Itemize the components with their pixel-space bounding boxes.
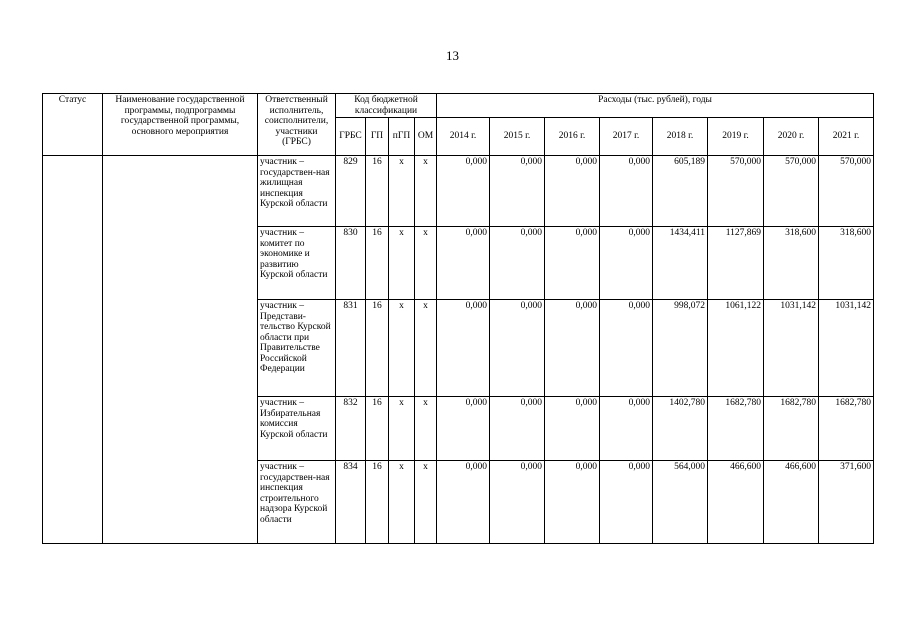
om-cell: х xyxy=(415,227,437,300)
value-cell: 0,000 xyxy=(490,300,545,397)
value-cell: 0,000 xyxy=(490,156,545,227)
header-year: 2018 г. xyxy=(653,118,708,156)
executor-cell: участник – Избирательная комиссия Курской области xyxy=(258,397,336,461)
value-cell: 466,600 xyxy=(764,461,819,544)
value-cell: 371,600 xyxy=(819,461,874,544)
value-cell: 0,000 xyxy=(600,300,653,397)
table-row xyxy=(43,156,874,227)
header-status: Статус xyxy=(43,94,103,156)
pgp-cell: х xyxy=(389,397,415,461)
executor-cell: участник – комитет по экономике и развитию Курской области xyxy=(258,227,336,300)
executor-cell: участник – государствен-ная жилищная инспекция Курской области xyxy=(258,156,336,227)
header-year: 2017 г. xyxy=(600,118,653,156)
value-cell: 0,000 xyxy=(545,397,600,461)
value-cell: 0,000 xyxy=(437,397,490,461)
pgp-cell: х xyxy=(389,227,415,300)
value-cell: 0,000 xyxy=(600,397,653,461)
grbs-cell: 831 xyxy=(336,300,366,397)
om-cell: х xyxy=(415,300,437,397)
value-cell: 0,000 xyxy=(490,227,545,300)
header-year: 2021 г. xyxy=(819,118,874,156)
header-year: 2016 г. xyxy=(545,118,600,156)
executor-cell: участник – Представи-тельство Курской области при Правительстве Российской Федерации xyxy=(258,300,336,397)
value-cell: 570,000 xyxy=(708,156,764,227)
value-cell: 0,000 xyxy=(600,156,653,227)
value-cell: 318,600 xyxy=(764,227,819,300)
value-cell: 466,600 xyxy=(708,461,764,544)
header-name: Наименование государственной программы, подпрограммы государственной программы, основного мероприятия xyxy=(103,94,258,156)
value-cell: 0,000 xyxy=(490,461,545,544)
value-cell: 1031,142 xyxy=(819,300,874,397)
pgp-cell: х xyxy=(389,300,415,397)
gp-cell: 16 xyxy=(366,461,389,544)
value-cell: 570,000 xyxy=(819,156,874,227)
gp-cell: 16 xyxy=(366,397,389,461)
header-pgp: пГП xyxy=(389,118,415,156)
header-executor: Ответственный исполнитель, соисполнители, участники (ГРБС) xyxy=(258,94,336,156)
value-cell: 0,000 xyxy=(545,300,600,397)
gp-cell: 16 xyxy=(366,300,389,397)
grbs-cell: 832 xyxy=(336,397,366,461)
value-cell: 605,189 xyxy=(653,156,708,227)
om-cell: х xyxy=(415,156,437,227)
value-cell: 1061,122 xyxy=(708,300,764,397)
gp-cell: 16 xyxy=(366,227,389,300)
value-cell: 318,600 xyxy=(819,227,874,300)
status-cell xyxy=(43,156,103,544)
value-cell: 1682,780 xyxy=(764,397,819,461)
header-budget-code: Код бюджетной классификации xyxy=(336,94,437,118)
value-cell: 0,000 xyxy=(545,227,600,300)
value-cell: 0,000 xyxy=(437,300,490,397)
header-gp: ГП xyxy=(366,118,389,156)
header-om: ОМ xyxy=(415,118,437,156)
page-number: 13 xyxy=(446,48,459,63)
header-year: 2019 г. xyxy=(708,118,764,156)
header-year: 2014 г. xyxy=(437,118,490,156)
value-cell: 998,072 xyxy=(653,300,708,397)
header-expenses: Расходы (тыс. рублей), годы xyxy=(437,94,874,118)
value-cell: 0,000 xyxy=(437,227,490,300)
value-cell: 0,000 xyxy=(545,156,600,227)
value-cell: 1127,869 xyxy=(708,227,764,300)
budget-table xyxy=(42,93,874,544)
om-cell: х xyxy=(415,461,437,544)
header-year: 2020 г. xyxy=(764,118,819,156)
value-cell: 0,000 xyxy=(545,461,600,544)
value-cell: 570,000 xyxy=(764,156,819,227)
header-year: 2015 г. xyxy=(490,118,545,156)
om-cell: х xyxy=(415,397,437,461)
value-cell: 0,000 xyxy=(600,461,653,544)
value-cell: 564,000 xyxy=(653,461,708,544)
value-cell: 1682,780 xyxy=(708,397,764,461)
gp-cell: 16 xyxy=(366,156,389,227)
value-cell: 1031,142 xyxy=(764,300,819,397)
value-cell: 0,000 xyxy=(437,461,490,544)
grbs-cell: 834 xyxy=(336,461,366,544)
value-cell: 1402,780 xyxy=(653,397,708,461)
pgp-cell: х xyxy=(389,156,415,227)
pgp-cell: х xyxy=(389,461,415,544)
grbs-cell: 830 xyxy=(336,227,366,300)
grbs-cell: 829 xyxy=(336,156,366,227)
header-grbs: ГРБС xyxy=(336,118,366,156)
value-cell: 0,000 xyxy=(600,227,653,300)
value-cell: 1434,411 xyxy=(653,227,708,300)
value-cell: 1682,780 xyxy=(819,397,874,461)
value-cell: 0,000 xyxy=(437,156,490,227)
executor-cell: участник – государствен-ная инспекция строительного надзора Курской области xyxy=(258,461,336,544)
program-name-cell xyxy=(103,156,258,544)
value-cell: 0,000 xyxy=(490,397,545,461)
